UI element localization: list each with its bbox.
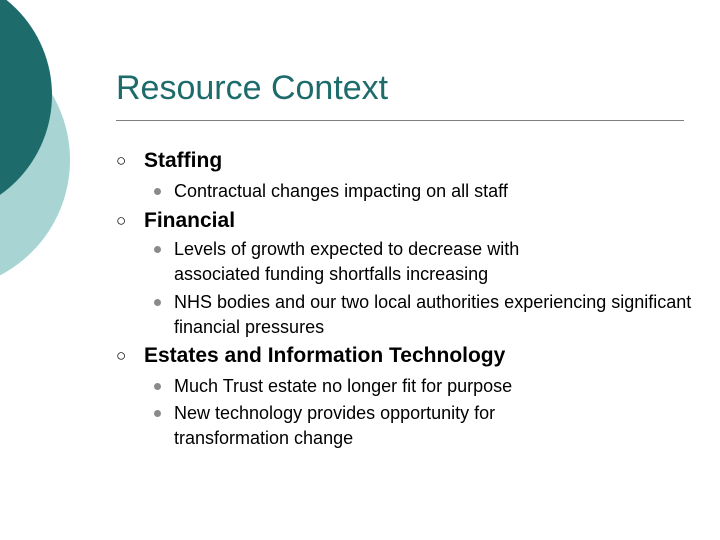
section-heading: Estates and Information Technology [144, 344, 506, 367]
ring-bullet-icon: ○ [116, 151, 127, 170]
ring-bullet-icon: ○ [116, 346, 127, 365]
ring-bullet-icon: ○ [116, 211, 127, 230]
bullet-text: NHS bodies and our two local authorities experiencing significant financial pressures [174, 292, 692, 337]
dot-bullet-icon [154, 246, 161, 253]
bullet-text: Much Trust estate no longer fit for purpose [174, 376, 513, 396]
bullet-text: Contractual changes impacting on all staff [174, 181, 508, 201]
dot-bullet-icon [154, 188, 161, 195]
dot-bullet-icon [154, 299, 161, 306]
bullet-text: Levels of growth expected to decrease with associated funding shortfalls increasing [174, 239, 520, 284]
section-heading: Staffing [144, 149, 223, 172]
dot-bullet-icon [154, 383, 161, 390]
bullet-text: New technology provides opportunity for transformation change [174, 403, 496, 448]
section-heading: Financial [144, 209, 236, 232]
dot-bullet-icon [154, 410, 161, 417]
slide-title: Resource Context [116, 69, 389, 107]
